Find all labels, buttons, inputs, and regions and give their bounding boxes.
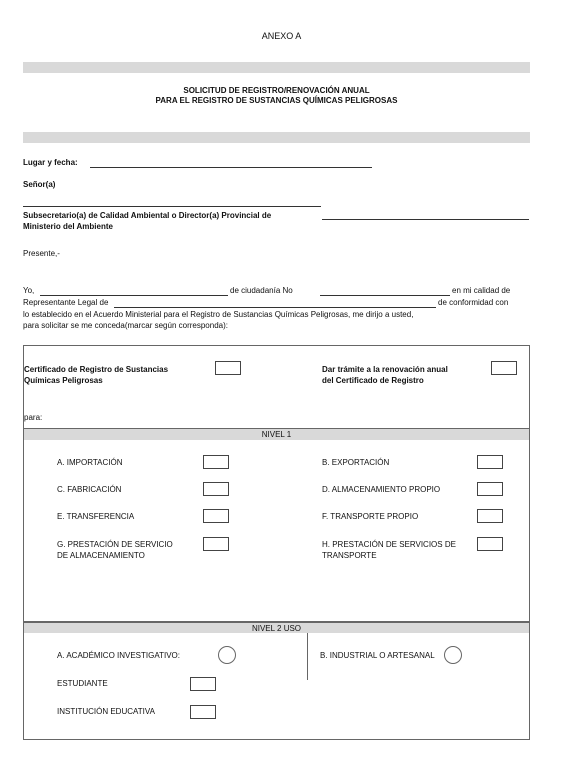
form-title-line2: PARA EL REGISTRO DE SUSTANCIAS QUÍMICAS PELIGROSAS [155,96,398,105]
nivel1-item-g-line1: G. PRESTACIÓN DE SERVICIO [57,540,173,549]
institution-checkbox[interactable] [190,705,216,719]
nivel2-heading: NIVEL 2 USO [23,622,530,633]
letter-body-line1: lo establecido en el Acuerdo Ministerial para el Registro de Sustancias Químicas Peligrosas, me dirijo a usted, [23,310,414,319]
servicio-transporte-checkbox[interactable] [477,537,503,551]
nivel1-item-d: D. ALMACENAMIENTO PROPIO [322,485,441,494]
nivel1-item-f: F. TRANSPORTE PROPIO [322,512,419,521]
letter-body-line2: para solicitar se me conceda(marcar según corresponda): [23,321,228,330]
addressee-extra-field[interactable] [322,219,529,220]
nivel1-item-b: B. EXPORTACIÓN [322,458,390,467]
applicant-name-field[interactable] [40,295,228,296]
addressee-name-field[interactable] [23,206,321,207]
student-option: ESTUDIANTE [57,679,108,688]
nivel1-item-g-line2: DE ALMACENAMIENTO [57,551,145,560]
official-title-line1: Subsecretario(a) de Calidad Ambiental o Director(a) Provincial de [23,211,272,220]
fabricacion-checkbox[interactable] [203,482,229,496]
presente-text: Presente,- [23,249,60,258]
renewal-checkbox[interactable] [491,361,517,375]
servicio-almacenamiento-checkbox[interactable] [203,537,229,551]
renewal-option-line2: del Certificado de Registro [322,376,424,385]
academic-option: A. ACADÉMICO INVESTIGATIVO: [57,651,180,660]
academic-radio[interactable] [218,646,236,664]
nivel1-item-e: E. TRANSFERENCIA [57,512,135,521]
place-date-label: Lugar y fecha: [23,158,78,167]
place-date-field[interactable] [90,167,372,168]
citizenship-number-field[interactable] [320,295,450,296]
para-label: para: [24,413,43,422]
institution-option: INSTITUCIÓN EDUCATIVA [57,707,155,716]
exportacion-checkbox[interactable] [477,455,503,469]
certificate-checkbox[interactable] [215,361,241,375]
form-title-line1: SOLICITUD DE REGISTRO/RENOVACIÓN ANUAL [183,86,370,95]
yo-label: Yo, [23,286,35,295]
nivel1-item-c: C. FABRICACIÓN [57,485,122,494]
nivel2-column-divider [307,633,308,680]
representative-label: Representante Legal de [23,298,109,307]
official-title-line2: Ministerio del Ambiente [23,222,113,231]
conformity-label: de conformidad con [438,298,509,307]
second-gray-band [23,132,530,143]
nivel1-item-h-line1: H. PRESTACIÓN DE SERVICIOS DE [322,540,456,549]
renewal-option-line1: Dar trámite a la renovación anual [322,365,448,374]
annex-label: ANEXO A [261,31,302,41]
importacion-checkbox[interactable] [203,455,229,469]
nivel1-item-h-line2: TRANSPORTE [322,551,377,560]
industrial-option: B. INDUSTRIAL O ARTESANAL [320,651,435,660]
certificate-option-line1: Certificado de Registro de Sustancias [24,365,169,374]
student-checkbox[interactable] [190,677,216,691]
certificate-option-line2: Químicas Peligrosas [24,376,103,385]
capacity-label: en mi calidad de [452,286,511,295]
top-gray-band [23,62,530,73]
citizenship-label: de ciudadanía No [230,286,293,295]
company-name-field[interactable] [114,307,436,308]
transporte-propio-checkbox[interactable] [477,509,503,523]
almacenamiento-propio-checkbox[interactable] [477,482,503,496]
industrial-radio[interactable] [444,646,462,664]
nivel1-heading: NIVEL 1 [23,429,530,440]
request-options-frame [23,345,530,429]
transferencia-checkbox[interactable] [203,509,229,523]
nivel1-item-a: A. IMPORTACIÓN [57,458,123,467]
greeting: Señor(a) [23,180,56,189]
